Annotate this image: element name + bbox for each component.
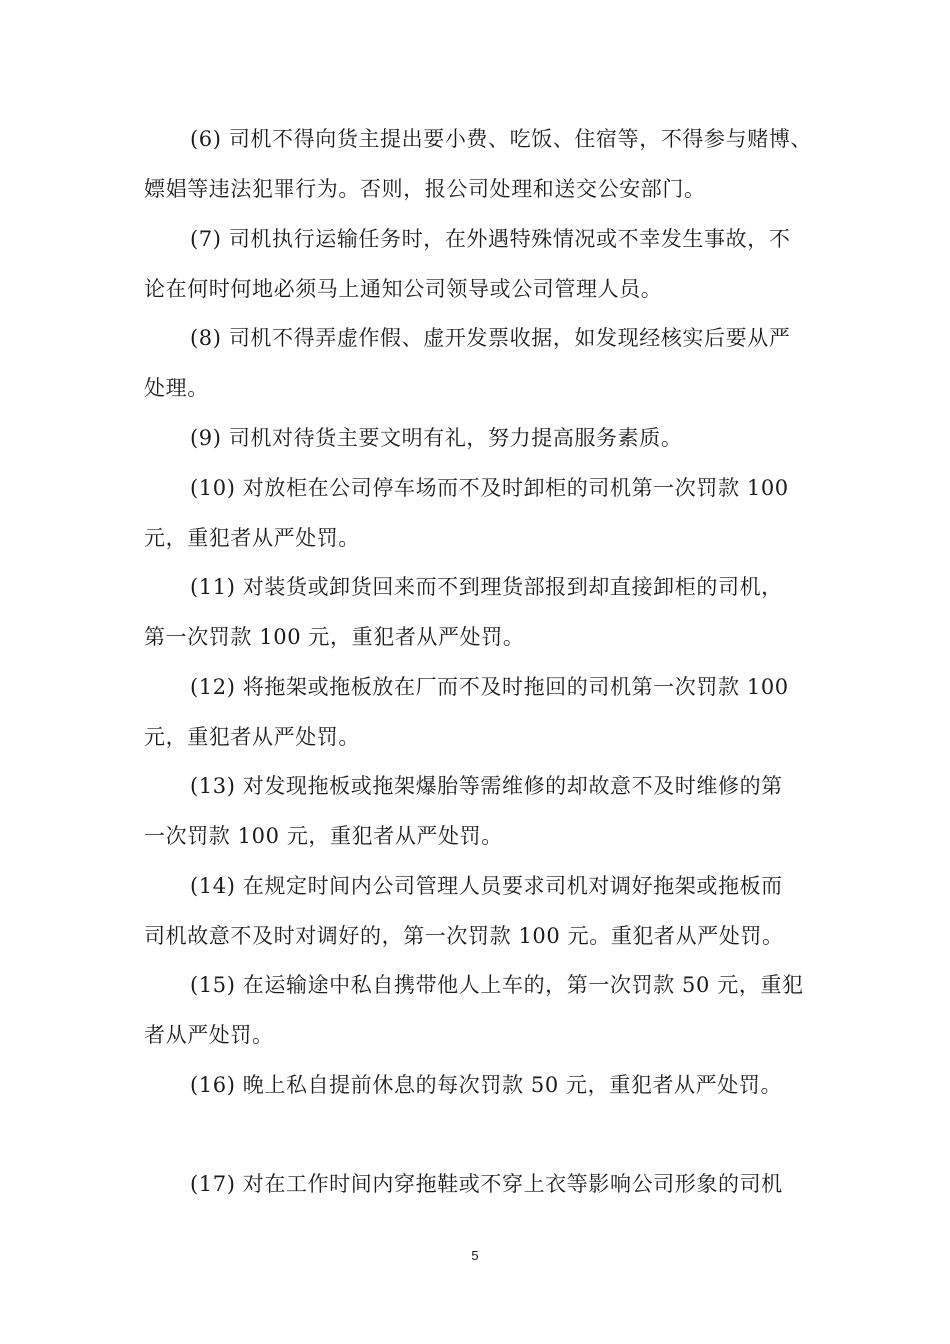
paragraph-13-line-2: 一次罚款 100 元，重犯者从严处罚。 — [144, 824, 503, 848]
paragraph-15-line-1: (15) 在运输途中私自携带他人上车的，第一次罚款 50 元，重犯 — [190, 973, 804, 997]
paragraph-11-line-1: (11) 对装货或卸货回来而不到理货部报到却直接卸柜的司机， — [190, 575, 783, 599]
paragraph-6-line-2: 嫖娼等违法犯罪行为。否则，报公司处理和送交公安部门。 — [144, 177, 706, 201]
paragraph-10-line-1: (10) 对放柜在公司停车场而不及时卸柜的司机第一次罚款 100 — [190, 476, 789, 500]
paragraph-6-line-1: (6) 司机不得向货主提出要小费、吃饭、住宿等，不得参与赌博、 — [190, 127, 813, 151]
paragraph-12-line-1: (12) 将拖架或拖板放在厂而不及时拖回的司机第一次罚款 100 — [190, 675, 789, 699]
paragraph-14-line-2: 司机故意不及时对调好的，第一次罚款 100 元。重犯者从严处罚。 — [144, 924, 784, 948]
paragraph-13-line-1: (13) 对发现拖板或拖架爆胎等需维修的却故意不及时维修的第 — [190, 774, 783, 798]
paragraph-14-line-1: (14) 在规定时间内公司管理人员要求司机对调好拖架或拖板而 — [190, 874, 783, 898]
paragraph-7-line-2: 论在何时何地必须马上通知公司领导或公司管理人员。 — [144, 277, 663, 301]
paragraph-11-line-2: 第一次罚款 100 元，重犯者从严处罚。 — [144, 625, 525, 649]
paragraph-15-line-2: 者从严处罚。 — [144, 1023, 274, 1047]
paragraph-8-line-2: 处理。 — [144, 376, 209, 400]
paragraph-12-line-2: 元，重犯者从严处罚。 — [144, 725, 360, 749]
paragraph-8-line-1: (8) 司机不得弄虚作假、虚开发票收据，如发现经核实后要从严 — [190, 326, 791, 350]
page-number: 5 — [471, 1248, 479, 1263]
paragraph-16-line-1: (16) 晚上私自提前休息的每次罚款 50 元，重犯者从严处罚。 — [190, 1073, 783, 1097]
paragraph-10-line-2: 元，重犯者从严处罚。 — [144, 526, 360, 550]
paragraph-9-line-1: (9) 司机对待货主要文明有礼，努力提高服务素质。 — [190, 426, 683, 450]
paragraph-17-line-1: (17) 对在工作时间内穿拖鞋或不穿上衣等影响公司形象的司机 — [190, 1172, 783, 1196]
paragraph-7-line-1: (7) 司机执行运输任务时，在外遇特殊情况或不幸发生事故，不 — [190, 227, 791, 251]
